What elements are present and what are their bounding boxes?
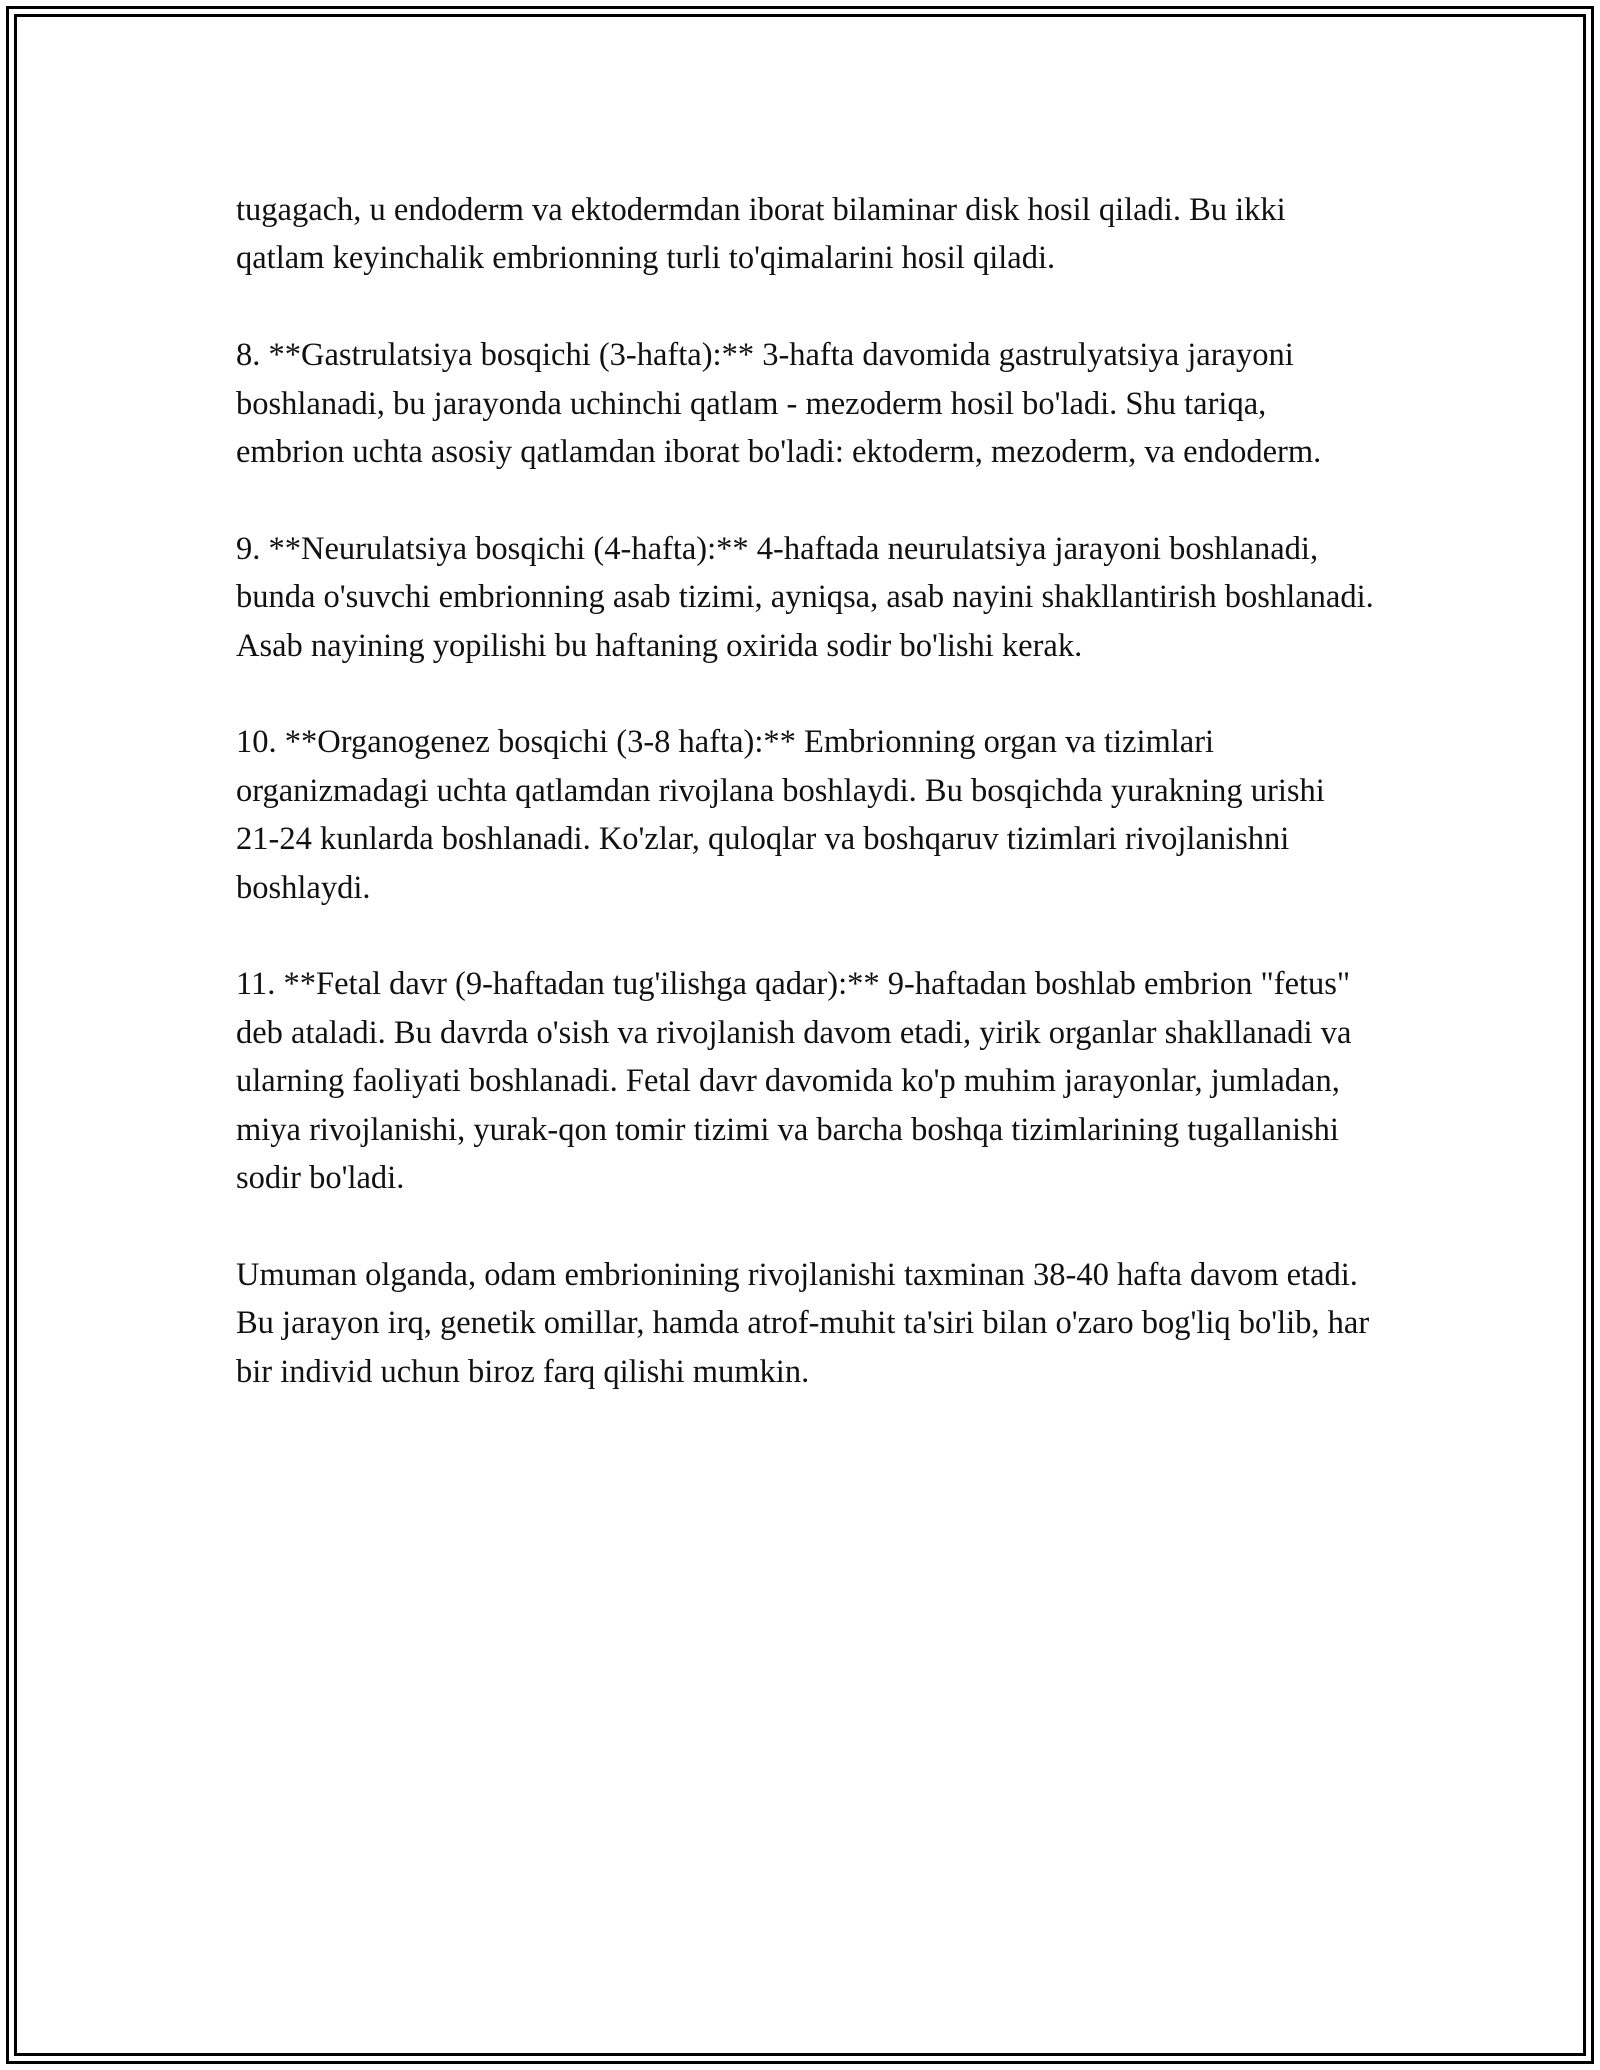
paragraph-organogenesis: 10. **Organogenez bosqichi (3-8 hafta):** Embrionning organ va tizimlari organizmadagi uchta qatlamdan rivojlana boshlaydi. Bu bosqichda yurakning urishi 21-24 kunlarda boshlanadi. Ko'zlar, quloqlar va boshqaruv tizimlari rivojlanishni boshlaydi.: [236, 724, 1325, 906]
paragraph-neurulation: 9. **Neurulatsiya bosqichi (4-hafta):** 4-haftada neurulatsiya jarayoni boshlanadi, bunda o'suvchi embrionning asab tizimi, ayniqsa, asab nayini shakllantirish boshlanadi. Asab nayining yopilishi bu haftaning oxirida sodir bo'lishi kerak.: [236, 530, 1374, 664]
paragraph-continuation: tugagach, u endoderm va ektodermdan iborat bilaminar disk hosil qiladi. Bu ikki qatlam keyinchalik embrionning turli to'qimalarini hosil qiladi.: [236, 192, 1286, 277]
document-body: [236, 186, 1376, 1444]
paragraph-summary: Umuman olganda, odam embrionining rivojlanishi taxminan 38-40 hafta davom etadi. Bu jarayon irq, genetik omillar, hamda atrof-muhit ta'siri bilan o'zaro bog'liq bo'lib, har bir individ uchun biroz farq qilishi mumkin.: [236, 1256, 1370, 1390]
paragraph-gastrulation: 8. **Gastrulatsiya bosqichi (3-hafta):** 3-hafta davomida gastrulyatsiya jarayoni boshlanadi, bu jarayonda uchinchi qatlam - mezoderm hosil bo'ladi. Shu tariqa, embrion uchta asosiy qatlamdan iborat bo'ladi: ektoderm, mezoderm, va endoderm.: [236, 337, 1322, 471]
paragraph-fetal-period: 11. **Fetal davr (9-haftadan tug'ilishga qadar):** 9-haftadan boshlab embrion "fetus" deb ataladi. Bu davrda o'sish va rivojlanish davom etadi, yirik organlar shakllanadi va ularning faoliyati boshlanadi. Fetal davr davomida ko'p muhim jarayonlar, jumladan, miya rivojlanishi, yurak-qon tomir tizimi va barcha boshqa tizimlarining tugallanishi sodir bo'ladi.: [236, 966, 1352, 1197]
